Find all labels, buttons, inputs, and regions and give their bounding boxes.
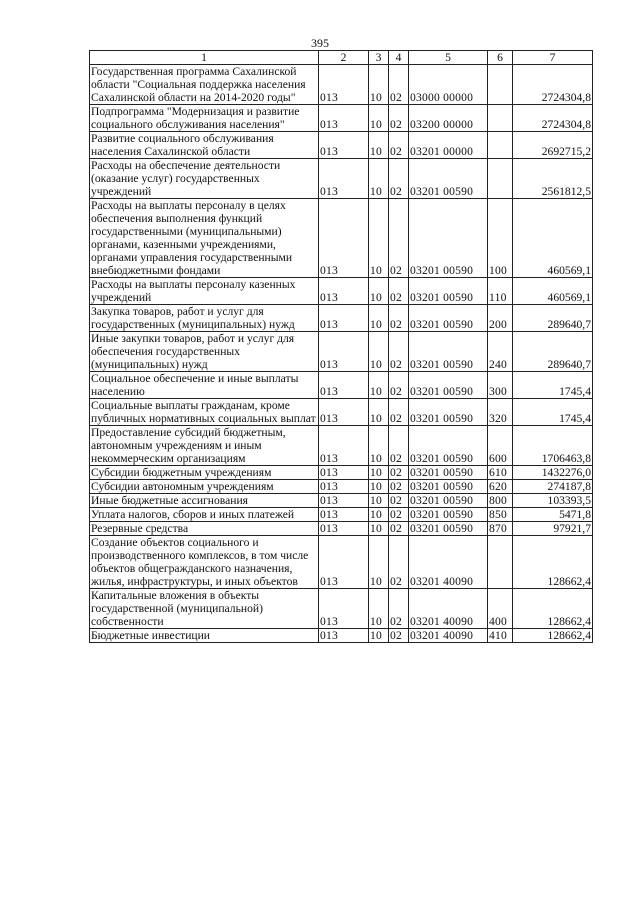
target-article-cell: 03201 00590 <box>409 199 488 278</box>
expense-type-cell: 410 <box>488 629 513 643</box>
table-row <box>90 278 593 305</box>
section-code-cell: 10 <box>369 105 389 132</box>
subsection-code-cell: 02 <box>389 199 409 278</box>
ministry-code-cell: 013 <box>319 199 369 278</box>
amount-cell: 1706463,8 <box>513 426 593 466</box>
amount-cell: 1745,4 <box>513 399 593 426</box>
amount-cell: 2724304,8 <box>513 105 593 132</box>
amount-cell: 274187,8 <box>513 480 593 494</box>
section-code-cell: 10 <box>369 589 389 629</box>
ministry-code-cell: 013 <box>319 629 369 643</box>
row-name-cell: Расходы на обеспечение деятельности (оказание услуг) государственных учреждений <box>90 159 319 199</box>
table-row <box>90 332 593 372</box>
target-article-cell: 03201 00590 <box>409 480 488 494</box>
expense-type-cell: 850 <box>488 508 513 522</box>
ministry-code-cell: 013 <box>319 399 369 426</box>
section-code-cell: 10 <box>369 332 389 372</box>
amount-cell: 128662,4 <box>513 589 593 629</box>
section-code-cell: 10 <box>369 508 389 522</box>
row-name-cell: Социальное обеспечение и иные выплаты населению <box>90 372 319 399</box>
table-row <box>90 105 593 132</box>
amount-cell: 1745,4 <box>513 372 593 399</box>
expense-type-cell: 400 <box>488 589 513 629</box>
target-article-cell: 03201 00590 <box>409 399 488 426</box>
section-code-cell: 10 <box>369 494 389 508</box>
row-name-cell: Иные закупки товаров, работ и услуг для обеспечения государственных (муниципальных) нужд <box>90 332 319 372</box>
table-row <box>90 199 593 278</box>
subsection-code-cell: 02 <box>389 132 409 159</box>
subsection-code-cell: 02 <box>389 466 409 480</box>
section-code-cell: 10 <box>369 132 389 159</box>
subsection-code-cell: 02 <box>389 372 409 399</box>
row-name-cell: Создание объектов социального и производственного комплексов, в том числе объектов общегражданского назначения, жилья, инфраструктуры, и иных объектов <box>90 536 319 589</box>
amount-cell: 2561812,5 <box>513 159 593 199</box>
row-name-cell: Расходы на выплаты персоналу казенных учреждений <box>90 278 319 305</box>
table-row <box>90 494 593 508</box>
table-row <box>90 65 593 105</box>
row-name-cell: Подпрограмма "Модернизация и развитие социального обслуживания населения" <box>90 105 319 132</box>
column-header: 6 <box>488 51 513 65</box>
expense-type-cell: 800 <box>488 494 513 508</box>
table-row <box>90 522 593 536</box>
expense-type-cell <box>488 536 513 589</box>
expense-type-cell <box>488 159 513 199</box>
ministry-code-cell: 013 <box>319 105 369 132</box>
expense-type-cell: 300 <box>488 372 513 399</box>
ministry-code-cell: 013 <box>319 305 369 332</box>
amount-cell: 1432276,0 <box>513 466 593 480</box>
subsection-code-cell: 02 <box>389 494 409 508</box>
expense-type-cell: 600 <box>488 426 513 466</box>
ministry-code-cell: 013 <box>319 332 369 372</box>
expense-type-cell: 110 <box>488 278 513 305</box>
ministry-code-cell: 013 <box>319 159 369 199</box>
table-header-row <box>90 51 593 65</box>
subsection-code-cell: 02 <box>389 332 409 372</box>
page-number: 395 <box>311 36 329 50</box>
table-body <box>90 51 593 643</box>
amount-cell: 128662,4 <box>513 629 593 643</box>
ministry-code-cell: 013 <box>319 132 369 159</box>
target-article-cell: 03201 00590 <box>409 372 488 399</box>
column-header: 1 <box>90 51 319 65</box>
table-row <box>90 159 593 199</box>
section-code-cell: 10 <box>369 159 389 199</box>
ministry-code-cell: 013 <box>319 589 369 629</box>
ministry-code-cell: 013 <box>319 65 369 105</box>
row-name-cell: Предоставление субсидий бюджетным, автономным учреждениям и иным некоммерческим организациям <box>90 426 319 466</box>
row-name-cell: Социальные выплаты гражданам, кроме публичных нормативных социальных выплат <box>90 399 319 426</box>
section-code-cell: 10 <box>369 65 389 105</box>
subsection-code-cell: 02 <box>389 426 409 466</box>
column-header: 7 <box>513 51 593 65</box>
section-code-cell: 10 <box>369 278 389 305</box>
row-name-cell: Субсидии автономным учреждениям <box>90 480 319 494</box>
target-article-cell: 03200 00000 <box>409 105 488 132</box>
ministry-code-cell: 013 <box>319 536 369 589</box>
row-name-cell: Развитие социального обслуживания населения Сахалинской области <box>90 132 319 159</box>
section-code-cell: 10 <box>369 399 389 426</box>
row-name-cell: Расходы на выплаты персоналу в целях обеспечения выполнения функций государственными (муниципальными) органами, казенными учреждениями, органами управления государственными внебюджетными фондами <box>90 199 319 278</box>
subsection-code-cell: 02 <box>389 480 409 494</box>
column-header: 5 <box>409 51 488 65</box>
ministry-code-cell: 013 <box>319 508 369 522</box>
amount-cell: 5471,8 <box>513 508 593 522</box>
amount-cell: 460569,1 <box>513 278 593 305</box>
section-code-cell: 10 <box>369 522 389 536</box>
table-row <box>90 132 593 159</box>
section-code-cell: 10 <box>369 536 389 589</box>
expense-type-cell: 870 <box>488 522 513 536</box>
column-header: 3 <box>369 51 389 65</box>
row-name-cell: Резервные средства <box>90 522 319 536</box>
table-row <box>90 536 593 589</box>
amount-cell: 103393,5 <box>513 494 593 508</box>
amount-cell: 460569,1 <box>513 199 593 278</box>
subsection-code-cell: 02 <box>389 105 409 132</box>
target-article-cell: 03201 00590 <box>409 508 488 522</box>
ministry-code-cell: 013 <box>319 480 369 494</box>
expense-type-cell: 320 <box>488 399 513 426</box>
section-code-cell: 10 <box>369 466 389 480</box>
subsection-code-cell: 02 <box>389 629 409 643</box>
section-code-cell: 10 <box>369 372 389 399</box>
row-name-cell: Закупка товаров, работ и услуг для государственных (муниципальных) нужд <box>90 305 319 332</box>
budget-table <box>89 50 593 643</box>
ministry-code-cell: 013 <box>319 426 369 466</box>
row-name-cell: Субсидии бюджетным учреждениям <box>90 466 319 480</box>
expense-type-cell: 100 <box>488 199 513 278</box>
target-article-cell: 03201 00590 <box>409 426 488 466</box>
ministry-code-cell: 013 <box>319 522 369 536</box>
target-article-cell: 03201 00000 <box>409 132 488 159</box>
subsection-code-cell: 02 <box>389 589 409 629</box>
ministry-code-cell: 013 <box>319 494 369 508</box>
target-article-cell: 03201 40090 <box>409 629 488 643</box>
row-name-cell: Бюджетные инвестиции <box>90 629 319 643</box>
expense-type-cell: 240 <box>488 332 513 372</box>
target-article-cell: 03201 00590 <box>409 332 488 372</box>
target-article-cell: 03201 40090 <box>409 589 488 629</box>
table-row <box>90 480 593 494</box>
column-header: 4 <box>389 51 409 65</box>
table-row <box>90 508 593 522</box>
row-name-cell: Государственная программа Сахалинской области "Социальная поддержка населения Сахалинской области на 2014-2020 годы" <box>90 65 319 105</box>
ministry-code-cell: 013 <box>319 466 369 480</box>
section-code-cell: 10 <box>369 199 389 278</box>
target-article-cell: 03201 00590 <box>409 494 488 508</box>
target-article-cell: 03201 40090 <box>409 536 488 589</box>
target-article-cell: 03201 00590 <box>409 522 488 536</box>
expense-type-cell: 200 <box>488 305 513 332</box>
table-row <box>90 305 593 332</box>
subsection-code-cell: 02 <box>389 522 409 536</box>
row-name-cell: Капитальные вложения в объекты государственной (муниципальной) собственности <box>90 589 319 629</box>
expense-type-cell: 610 <box>488 466 513 480</box>
row-name-cell: Иные бюджетные ассигнования <box>90 494 319 508</box>
amount-cell: 289640,7 <box>513 332 593 372</box>
section-code-cell: 10 <box>369 426 389 466</box>
table-row <box>90 629 593 643</box>
section-code-cell: 10 <box>369 305 389 332</box>
amount-cell: 2724304,8 <box>513 65 593 105</box>
amount-cell: 97921,7 <box>513 522 593 536</box>
amount-cell: 128662,4 <box>513 536 593 589</box>
expense-type-cell: 620 <box>488 480 513 494</box>
target-article-cell: 03201 00590 <box>409 466 488 480</box>
ministry-code-cell: 013 <box>319 372 369 399</box>
subsection-code-cell: 02 <box>389 159 409 199</box>
table-row <box>90 589 593 629</box>
target-article-cell: 03000 00000 <box>409 65 488 105</box>
row-name-cell: Уплата налогов, сборов и иных платежей <box>90 508 319 522</box>
subsection-code-cell: 02 <box>389 399 409 426</box>
target-article-cell: 03201 00590 <box>409 305 488 332</box>
target-article-cell: 03201 00590 <box>409 159 488 199</box>
subsection-code-cell: 02 <box>389 278 409 305</box>
ministry-code-cell: 013 <box>319 278 369 305</box>
subsection-code-cell: 02 <box>389 65 409 105</box>
section-code-cell: 10 <box>369 629 389 643</box>
target-article-cell: 03201 00590 <box>409 278 488 305</box>
column-header: 2 <box>319 51 369 65</box>
subsection-code-cell: 02 <box>389 508 409 522</box>
expense-type-cell <box>488 65 513 105</box>
table-row <box>90 399 593 426</box>
table-row <box>90 372 593 399</box>
table-row <box>90 466 593 480</box>
subsection-code-cell: 02 <box>389 536 409 589</box>
expense-type-cell <box>488 105 513 132</box>
section-code-cell: 10 <box>369 480 389 494</box>
amount-cell: 289640,7 <box>513 305 593 332</box>
subsection-code-cell: 02 <box>389 305 409 332</box>
table-row <box>90 426 593 466</box>
amount-cell: 2692715,2 <box>513 132 593 159</box>
expense-type-cell <box>488 132 513 159</box>
